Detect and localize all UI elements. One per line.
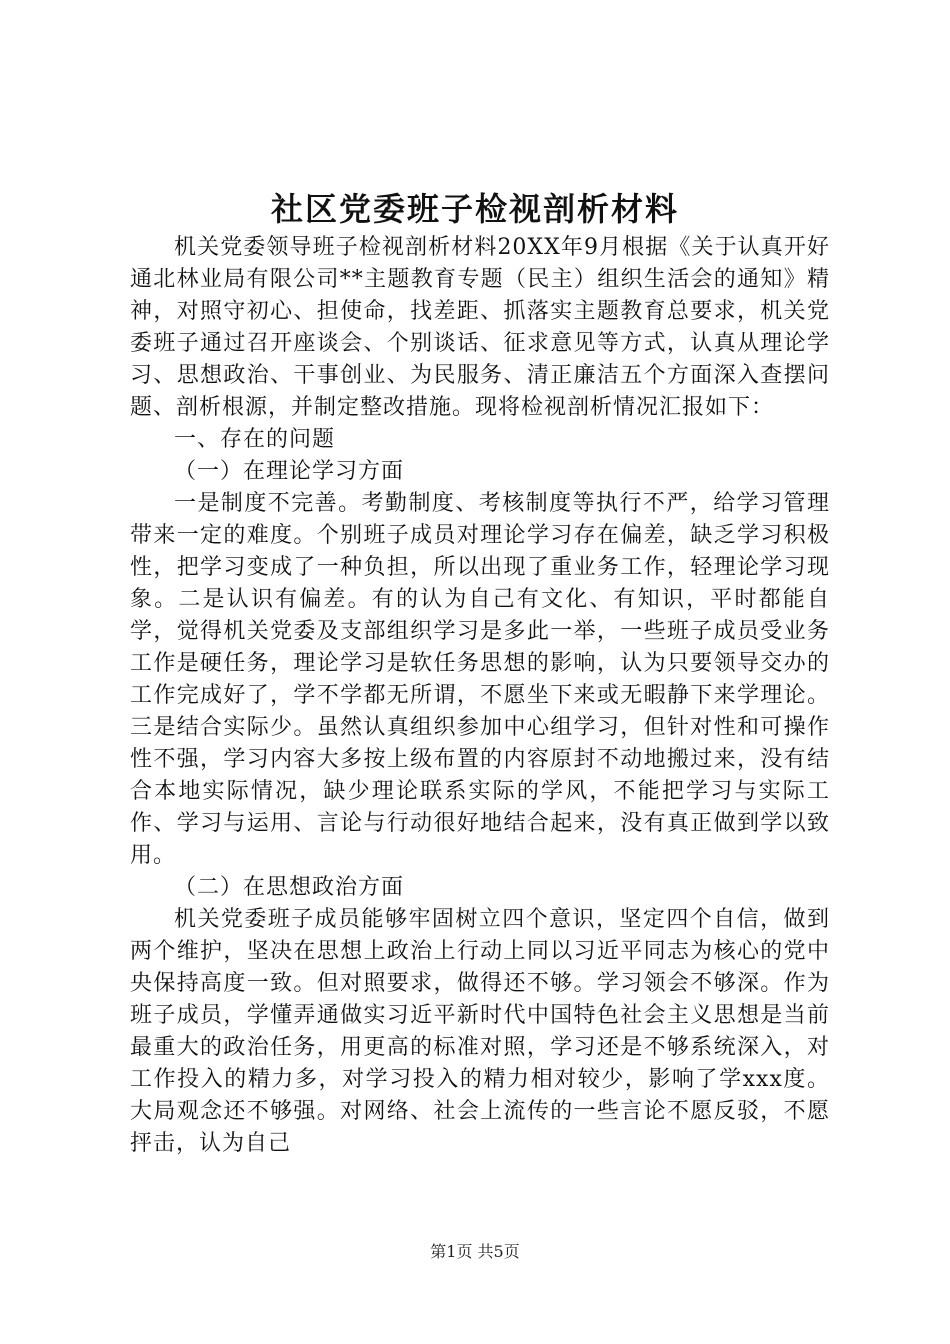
page-number-footer: 第1页 共5页 (430, 1242, 520, 1261)
subsection-heading-theory-study: （一）在理论学习方面 (174, 459, 405, 484)
political-thought-paragraph: 机关党委班子成员能够牢固树立四个意识，坚定四个自信，做到两个维护，坚决在思想上政治上行动上同以习近平同志为核心的党中央保持高度一致。但对照要求，做得还不够。学习领会不够深。作为班子成员，学懂弄通做实习近平新时代中国特色社会主义思想是当前最重大的政治任务，用更高的标准对照，学习还是不够系统深入，对工作投入的精力多，对学习投入的精力相对较少，影响了学xxx度。大局观念还不够强。对网络、社会上流传的一些言论不愿反驳，不愿抨击，认为自己 (130, 907, 830, 1156)
document-body (130, 232, 830, 1160)
document-title: 社区党委班子检视剖析材料 (270, 190, 679, 228)
theory-study-paragraph: 一是制度不完善。考勤制度、考核制度等执行不严，给学习管理带来一定的难度。个别班子成员对理论学习存在偏差，缺乏学习积极性，把学习变成了一种负担，所以出现了重业务工作，轻理论学习现象。二是认识有偏差。有的认为自己有文化、有知识，平时都能自学，觉得机关党委及支部组织学习是多此一举，一些班子成员受业务工作是硬任务，理论学习是软任务思想的影响，认为只要领导交办的工作完成好了，学不学都无所谓，不愿坐下来或无暇静下来学理论。三是结合实际少。虽然认真组织参加中心组学习，但针对性和可操作性不强，学习内容大多按上级布置的内容原封不动地搬过来，没有结合本地实际情况，缺少理论联系实际的学风，不能把学习与实际工作、学习与运用、言论与行动很好地结合起来，没有真正做到学以致用。 (130, 491, 830, 868)
intro-paragraph: 机关党委领导班子检视剖析材料20XX年9月根据《关于认真开好通北林业局有限公司**主题教育专题（民主）组织生活会的通知》精神，对照守初心、担使命，找差距、抓落实主题教育总要求，机关党委班子通过召开座谈会、个别谈话、征求意见等方式，认真从理论学习、思想政治、干事创业、为民服务、清正廉洁五个方面深入查摆问题、剖析根源，并制定整改措施。现将检视剖析情况汇报如下： (130, 235, 830, 420)
section-heading-problems: 一、存在的问题 (174, 427, 336, 452)
subsection-heading-political-thought: （二）在思想政治方面 (174, 875, 405, 900)
